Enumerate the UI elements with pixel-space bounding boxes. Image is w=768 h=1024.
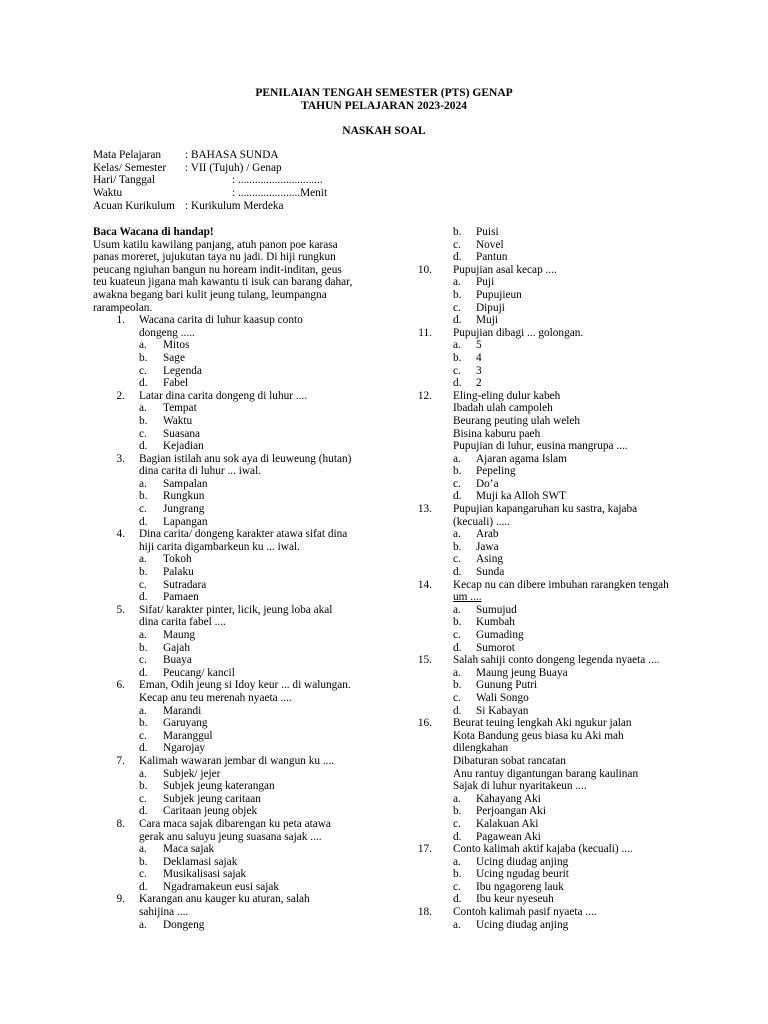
option-text: Wali Songo (476, 691, 529, 704)
right-column (417, 226, 710, 931)
question (417, 906, 710, 919)
question-text: Eman, Odih jeung si Idoy keur ... di walungan. Kecap anu teu merenah nyaeta .... (139, 679, 351, 704)
answer-option (430, 528, 710, 541)
info-value: : BAHASA SUNDA (185, 149, 279, 161)
option-letter: d. (139, 515, 148, 528)
answer-option (430, 868, 710, 881)
question-text: Conto kalimah aktif kajaba (kecuali) .... (453, 843, 633, 856)
answer-option (430, 239, 710, 252)
answer-option (93, 843, 363, 856)
option-text: Ajaran agama Islam (476, 452, 567, 465)
info-label: Acuan Kurikulum (93, 199, 175, 212)
option-text: Do’a (476, 477, 499, 490)
option-letter: b. (453, 679, 462, 692)
answer-option (93, 730, 363, 743)
option-letter: c. (139, 364, 147, 377)
answer-option (430, 629, 710, 642)
info-value: : Kurikulum Merdeka (185, 199, 284, 212)
option-letter: a. (139, 629, 147, 641)
answer-option (430, 302, 710, 315)
academic-year: TAHUN PELAJARAN 2023-2024 (301, 100, 467, 112)
option-letter: b. (139, 717, 148, 730)
option-text: Tokoh (163, 553, 192, 566)
option-text: Pagawean Aki (476, 830, 541, 843)
question (417, 389, 710, 453)
answer-option (93, 478, 363, 491)
exam-title: PENILAIAN TENGAH SEMESTER (PTS) GENAP (255, 87, 513, 99)
option-letter: d. (139, 377, 148, 390)
answer-option (430, 679, 710, 692)
reading-passage: Usum katilu kawilang panjang, atuh panon poe karasa panas moreret, jujukutan taya nu jadi. Di hiji rungkun peucang ngiuhan bangun nu hoream indit-inditan, geus teu kuateun jigana mah kawantu ti isuk can barang dahar, awakna begang bari kulit jeung tulang, leumpangna rarampeolan. (93, 238, 353, 314)
option-text: Ucing ngudag beurit (476, 868, 569, 881)
option-letter: b. (139, 566, 148, 579)
question-number: 4. (116, 528, 125, 541)
option-text: Subjek jeung caritaan (163, 792, 261, 805)
answer-option (93, 805, 363, 818)
question-text-continued (430, 591, 710, 604)
question-number: 18. (417, 906, 432, 919)
option-letter: a. (453, 276, 461, 289)
question-number: 11. (418, 326, 432, 339)
option-text: Novel (476, 238, 504, 251)
option-letter: c. (453, 817, 461, 830)
option-text: Puji (476, 276, 495, 289)
question-number: 14. (417, 578, 432, 591)
option-letter: c. (453, 364, 461, 377)
option-text: 5 (476, 339, 482, 352)
option-letter: d. (139, 742, 148, 755)
option-text: Ngadramakeun eusi sajak (163, 880, 280, 893)
answer-option (430, 251, 710, 264)
option-text: Ibu keur nyeseuh (476, 893, 554, 906)
answer-option (93, 339, 363, 352)
question-text: Beurat teuing lengkah Aki ngukur jalan Kota Bandung geus biasa ku Aki mah dilengkahan Dibaturan sobat rancatan Anu rantuy digantungan barang kaulinan Sajak di luhur nyaritakeun .... (453, 717, 639, 793)
option-letter: a. (453, 603, 461, 616)
question-number: 15. (417, 654, 432, 667)
question-number: 7. (116, 754, 125, 767)
answer-option (430, 818, 710, 831)
option-letter: d. (453, 830, 462, 843)
option-letter: c. (453, 691, 461, 704)
answer-option (93, 352, 363, 365)
option-letter: b. (453, 465, 462, 478)
option-text: Tempat (163, 402, 197, 415)
info-label: Hari/ Tanggal (93, 174, 156, 187)
answer-option (93, 440, 363, 453)
option-letter: c. (139, 654, 147, 667)
question-number: 8. (116, 817, 125, 830)
answer-option (93, 579, 363, 592)
option-text: Perjoangan Aki (476, 805, 546, 818)
info-label: Kelas/ Semester (93, 161, 167, 174)
option-letter: b. (453, 288, 462, 301)
answer-option (430, 893, 710, 906)
option-letter: b. (453, 351, 462, 364)
option-letter: d. (139, 805, 148, 818)
question-number: 3. (116, 452, 125, 465)
answer-option (430, 553, 710, 566)
answer-option (430, 478, 710, 491)
option-text: Peucang/ kancil (163, 666, 235, 679)
option-text: Kejadian (163, 440, 204, 453)
option-text: Arab (476, 528, 499, 541)
question-number: 13. (417, 503, 432, 516)
option-text: Kahayang Aki (476, 792, 541, 805)
option-text: Maung (163, 629, 196, 641)
option-letter: a. (453, 855, 461, 868)
option-text: Ibu ngagoreng lauk (476, 880, 564, 893)
answer-option (93, 566, 363, 579)
option-text: Musikalisasi sajak (163, 868, 247, 881)
option-letter: d. (453, 251, 462, 264)
option-text: Gumading (476, 629, 524, 641)
info-value: : .............................. (232, 174, 323, 187)
option-letter: c. (139, 729, 147, 742)
option-letter: b. (453, 226, 462, 238)
answer-option (93, 780, 363, 793)
answer-option (93, 654, 363, 667)
left-column (93, 226, 363, 931)
question-number: 9. (116, 893, 125, 906)
option-letter: c. (453, 238, 461, 251)
question-number: 6. (116, 679, 125, 692)
answer-option (430, 226, 710, 239)
option-text: Deklamasi sajak (163, 855, 238, 868)
option-letter: a. (453, 792, 461, 805)
question (417, 503, 710, 528)
question-text: Kecap nu can dibere imbuhan rarangken tengah (453, 578, 669, 591)
question (93, 453, 363, 478)
answer-option (430, 642, 710, 655)
option-text: Jawa (476, 540, 499, 553)
option-letter: c. (139, 792, 147, 805)
answer-option (430, 831, 710, 844)
answer-option (93, 642, 363, 655)
option-letter: a. (453, 452, 461, 465)
option-letter: a. (453, 528, 461, 541)
option-letter: b. (453, 616, 462, 629)
option-text: Sage (163, 351, 185, 364)
option-text: 3 (476, 364, 482, 377)
option-letter: a. (453, 666, 461, 679)
answer-option (93, 629, 363, 642)
option-letter: d. (139, 666, 148, 679)
option-letter: c. (453, 880, 461, 893)
question-text: Wacana carita di luhur kaasup conto dongeng ..... (139, 314, 303, 339)
option-text: Sumujud (476, 603, 517, 616)
info-value: : VII (Tujuh) / Genap (185, 161, 282, 174)
answer-option (93, 402, 363, 415)
option-text: Muji (476, 314, 498, 327)
question-number: 17. (417, 843, 432, 856)
option-letter: a. (453, 918, 461, 931)
question-number: 1. (116, 314, 125, 327)
answer-option (430, 667, 710, 680)
answer-option (430, 881, 710, 894)
option-letter: d. (453, 641, 462, 654)
option-letter: c. (139, 503, 147, 516)
option-letter: b. (139, 351, 148, 364)
option-text: Ucing diudag anjing (476, 855, 569, 868)
answer-option (430, 365, 710, 378)
answer-option (430, 705, 710, 718)
question-text: Dina carita/ dongeng karakter atawa sifat dina hiji carita digambarkeun ku ... iwal. (139, 528, 348, 553)
question-text: Kalimah wawaran jembar di wangun ku .... (139, 754, 335, 767)
option-letter: c. (139, 868, 147, 881)
option-text: Si Kabayan (476, 704, 529, 717)
option-text: Ngarojay (163, 742, 206, 755)
option-text: Fabel (163, 377, 189, 390)
question-text: Pupujian asal kecap .... (453, 263, 557, 276)
option-text: Muji ka Alloh SWT (476, 490, 567, 503)
option-text: Gunung Putri (476, 679, 538, 692)
question (93, 528, 363, 553)
option-text: Legenda (163, 364, 202, 377)
option-letter: c. (453, 477, 461, 490)
question-text: Latar dina carita dongeng di luhur .... (139, 389, 308, 402)
option-letter: d. (453, 566, 462, 579)
answer-option (430, 566, 710, 579)
option-text: Sumorot (476, 641, 515, 654)
question-number: 2. (116, 389, 125, 402)
option-text: Maung jeung Buaya (476, 666, 568, 679)
answer-option (430, 692, 710, 705)
option-text: Kalakuan Aki (476, 817, 539, 830)
option-text: Pantun (476, 251, 508, 264)
answer-option (93, 768, 363, 781)
answer-option (430, 352, 710, 365)
option-text: Garuyang (163, 717, 208, 730)
option-text: Pamaen (163, 591, 199, 604)
option-letter: d. (139, 440, 148, 453)
underlined-text: um .... (453, 591, 482, 604)
option-text: Jungrang (163, 503, 205, 516)
option-letter: b. (139, 490, 148, 503)
option-text: Asing (476, 553, 503, 566)
option-letter: b. (453, 540, 462, 553)
option-text: Rungkun (163, 490, 205, 503)
option-text: Sampalan (163, 477, 208, 490)
question (93, 818, 363, 843)
question-text: Sifat/ karakter pinter, licik, jeung loba akal dina carita fabel .... (139, 603, 333, 629)
answer-option (93, 868, 363, 881)
question-number: 10. (417, 263, 432, 276)
option-letter: a. (139, 339, 147, 352)
option-letter: b. (453, 805, 462, 818)
answer-option (93, 856, 363, 869)
answer-option (430, 339, 710, 352)
answer-option (93, 503, 363, 516)
reading-heading: Baca Wacana di handap! (93, 226, 214, 238)
option-text: Maca sajak (163, 843, 215, 856)
option-letter: a. (453, 339, 461, 352)
question (93, 679, 363, 704)
answer-option (93, 365, 363, 378)
option-letter: d. (453, 893, 462, 906)
question (93, 314, 363, 339)
answer-option (430, 453, 710, 466)
document-heading: NASKAH SOAL (342, 125, 426, 137)
option-letter: a. (139, 767, 147, 780)
answer-option (430, 793, 710, 806)
answer-option (430, 805, 710, 818)
answer-option (93, 415, 363, 428)
question (93, 390, 363, 403)
question (418, 326, 710, 340)
option-text: Sunda (476, 566, 505, 579)
answer-option (93, 717, 363, 730)
option-letter: d. (453, 314, 462, 327)
option-text: Puisi (476, 226, 499, 238)
option-letter: b. (139, 414, 148, 427)
option-letter: a. (139, 843, 147, 856)
answer-option (93, 881, 363, 894)
option-text: Caritaan jeung objek (163, 805, 258, 818)
option-text: Buaya (163, 654, 192, 667)
option-letter: d. (139, 591, 148, 604)
option-letter: a. (139, 477, 147, 490)
option-letter: d. (453, 490, 462, 503)
option-text: 4 (476, 351, 482, 364)
question-text: Cara maca sajak dibarengan ku peta atawa gerak anu saluyu jeung suasana sajak .... (139, 817, 331, 843)
option-text: Kumbah (476, 616, 515, 629)
answer-option (93, 742, 363, 755)
option-letter: b. (139, 855, 148, 868)
option-letter: b. (453, 868, 462, 881)
question (417, 578, 710, 604)
info-label: Waktu (93, 187, 123, 200)
question-number: 5. (116, 603, 125, 616)
option-letter: c. (453, 629, 461, 641)
question-text: Contoh kalimah pasif nyaeta .... (453, 906, 597, 919)
answer-option (430, 377, 710, 390)
answer-option (430, 616, 710, 629)
option-text: Palaku (163, 566, 194, 579)
option-text: 2 (476, 377, 482, 390)
answer-option (430, 276, 710, 289)
answer-option (93, 793, 363, 806)
option-letter: b. (139, 641, 148, 654)
answer-option (430, 314, 710, 327)
option-letter: d. (453, 377, 462, 390)
info-value: : ......................Menit (232, 187, 328, 200)
answer-option (93, 377, 363, 390)
answer-option (93, 919, 363, 932)
question (93, 893, 363, 918)
option-text: Suasana (163, 427, 201, 440)
option-letter: c. (453, 553, 461, 566)
answer-option (430, 856, 710, 869)
answer-option (93, 591, 363, 604)
answer-option (93, 667, 363, 680)
option-letter: d. (453, 704, 462, 717)
option-letter: c. (139, 578, 147, 591)
answer-option (93, 490, 363, 503)
question (93, 604, 363, 629)
answer-option (93, 516, 363, 529)
question-text: Bagian istilah anu sok aya di leuweung (hutan) dina carita di luhur ... iwal. (139, 452, 352, 478)
answer-option (430, 490, 710, 503)
answer-option (93, 705, 363, 718)
option-letter: b. (139, 780, 148, 793)
question-text: Pupujian kapangaruhan ku sastra, kajaba (kecuali) ..... (453, 503, 638, 528)
option-text: Subjek/ jejer (163, 767, 221, 780)
option-text: Waktu (163, 414, 193, 427)
option-text: Gajah (163, 641, 190, 654)
answer-option (430, 289, 710, 302)
option-text: Sutradara (163, 578, 207, 591)
question-text: Karangan anu kauger ku aturan, salah sahijina .... (139, 893, 310, 919)
answer-option (93, 428, 363, 441)
option-letter: a. (139, 918, 147, 931)
question-number: 12. (417, 389, 432, 402)
option-text: Mitos (163, 339, 190, 352)
option-letter: a. (139, 704, 147, 717)
option-text: Maranggul (163, 729, 213, 742)
option-letter: c. (139, 427, 147, 440)
question (417, 654, 710, 667)
answer-option (430, 465, 710, 478)
question-number: 16. (417, 717, 432, 730)
question (417, 263, 710, 277)
question-text: Salah sahiji conto dongeng legenda nyaeta .... (453, 654, 660, 667)
answer-option (430, 541, 710, 554)
question (93, 755, 363, 768)
option-text: Lapangan (163, 515, 208, 528)
option-text: Subjek jeung katerangan (163, 780, 275, 793)
question (417, 717, 710, 793)
option-text: Pupujieun (476, 288, 522, 301)
answer-option (430, 604, 710, 617)
answer-option (430, 919, 710, 932)
option-letter: a. (139, 553, 147, 566)
question-text: Pupujian dibagi ... golongan. (453, 326, 584, 339)
option-letter: c. (453, 301, 461, 314)
option-text: Dipuji (476, 301, 505, 314)
option-text: Ucing diudag anjing (476, 918, 569, 931)
question-text: Eling-eling dulur kabeh Ibadah ulah campoleh Beurang peuting ulah weleh Bisina kaburu paeh Pupujian di luhur, eusina mangrupa .... (453, 389, 628, 453)
option-text: Dongeng (163, 918, 205, 931)
answer-option (93, 553, 363, 566)
option-text: Marandi (163, 704, 202, 717)
info-label: Mata Pelajaran (93, 149, 162, 161)
option-text: Pepeling (476, 465, 516, 478)
option-letter: a. (139, 402, 147, 415)
option-letter: d. (139, 880, 148, 893)
question (417, 843, 710, 856)
